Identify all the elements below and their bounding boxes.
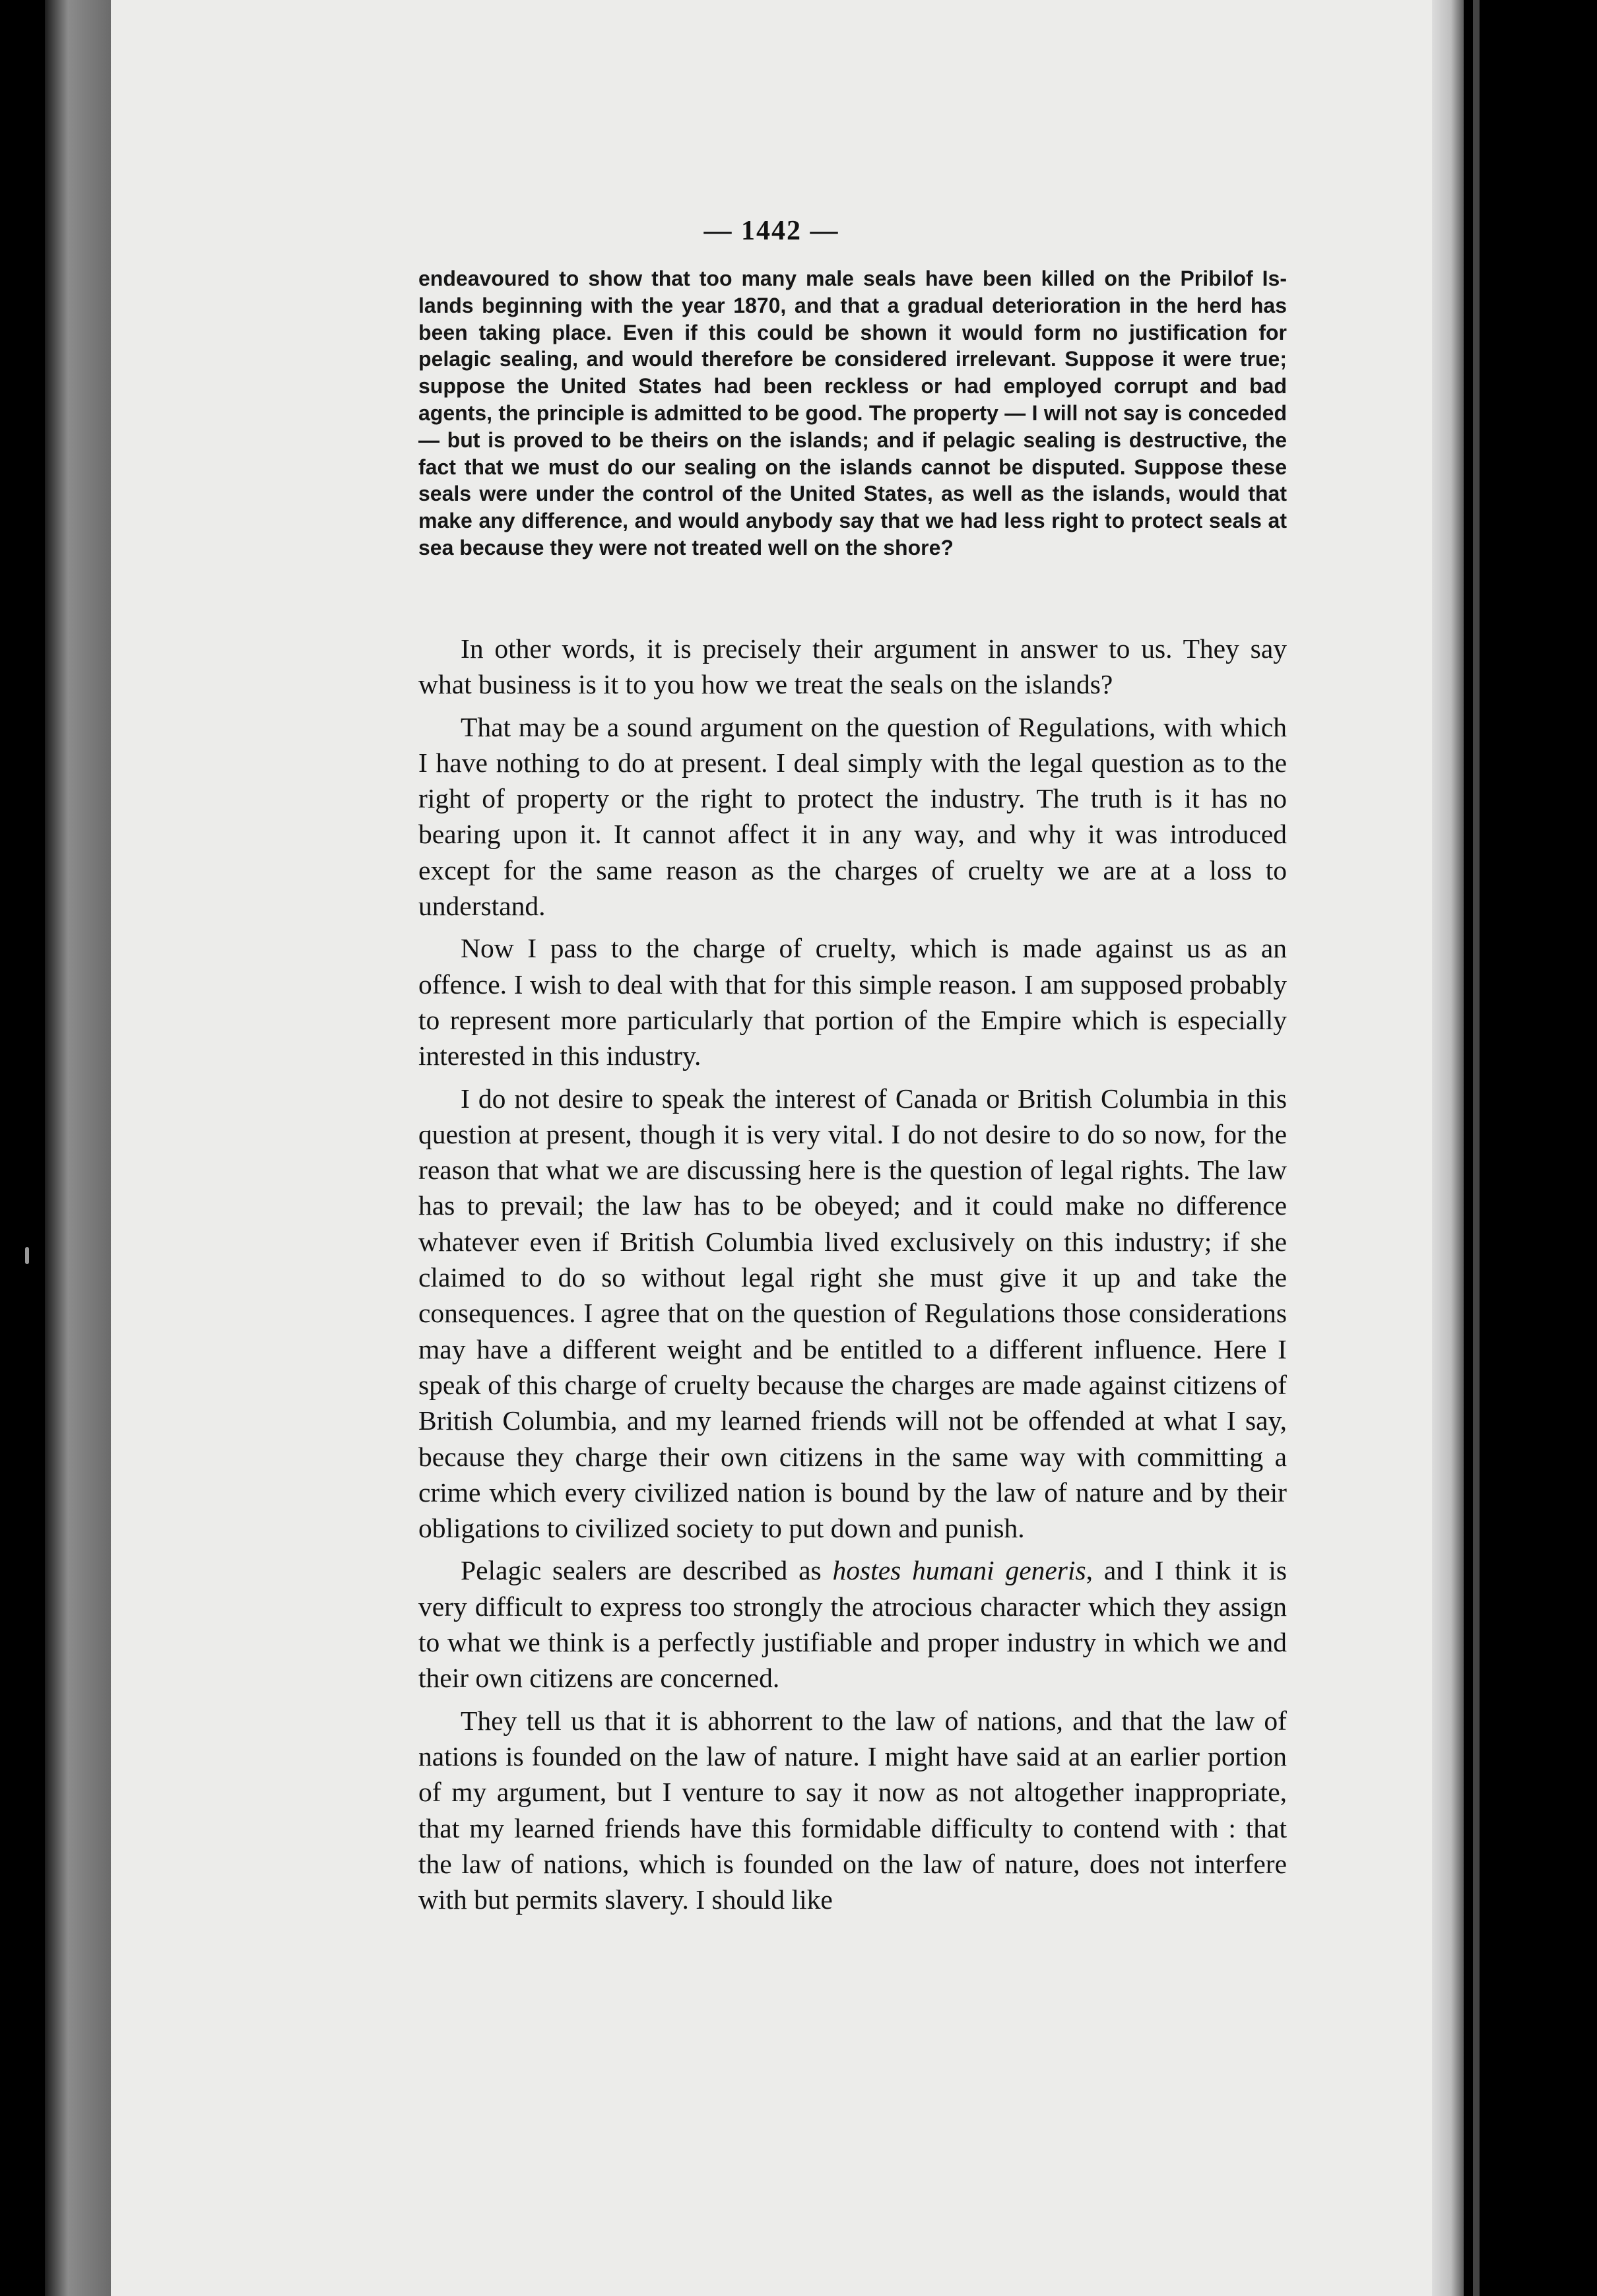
paragraph-2: That may be a sound argument on the question of Regulations, with which I have nothing to do at present. I deal simply with the legal question as to the right of property or the right to protect the industry. The truth is it has no bearing upon it. It cannot affect it in any way, and why it was introduced except for the same reason as the charges of cruelty we are at a loss to understand. [418, 711, 1287, 922]
quote-paragraph: endeavoured to show that too many male seals have been killed on the Pribilof Islands beginning with the year 1870, and that a gradual deterioration in the herd has been taking place. Even if this could be shown it would form no justification for pelagic sealing, and would therefore be considered irrelevant. Suppose it were true; suppose the United States had been reckless or had employed corrupt and bad agents, the principle is admitted to be good. The property — I will not say is conceded — but is proved to be theirs on the islands; and if pelagic sealing is destructive, the fact that we must do our sealing on the islands cannot be disputed. Suppose these seals were under the control of the United States, as well as the islands, would that make any difference, and would anybody say that we had less right to protect seals at sea because they were not treated well on the shore? [418, 267, 1287, 559]
scan-margin-mark [25, 1247, 29, 1264]
paragraph-1: In other words, it is precisely their argument in answer to us. They say what business is it to you how we treat the seals on the islands? [418, 633, 1287, 700]
scan-left-margin [45, 0, 111, 2296]
paragraph-5-end: , and I think it is very difficult to express too strongly the atrocious character which they assign to what we think is a perfectly justifiable and proper industry in which we and their own citizens are concerned. [418, 1555, 1287, 1694]
paragraph-5 [418, 1552, 1287, 1696]
latin-phrase: hostes humani generis [832, 1555, 1086, 1586]
paragraph-6: They tell us that it is abhorrent to the law of nations, and that the law of nations is founded on the law of nature. I might have said at an earlier portion of my argument, but I venture to say it now as not altogether inappropriate, that my learned friends have this formidable difficulty to contend with : that the law of nations, which is founded on the law of nature, does not interfere with but permits slavery. I should like [418, 1705, 1287, 1915]
page-edge [1432, 0, 1464, 2296]
body-text [418, 631, 1287, 1924]
paragraph-5-start: Pelagic sealers are described as [461, 1555, 833, 1586]
page-number: — 1442 — [703, 216, 839, 246]
paragraph-3: Now I pass to the charge of cruelty, which is made against us as an offence. I wish to deal with that for this simple reason. I am supposed probably to represent more particularly that portion of the Empire which is especially interested in this industry. [418, 933, 1287, 1071]
quoted-passage [418, 265, 1287, 561]
scan-right-strip [1473, 0, 1480, 2296]
paragraph-4: I do not desire to speak the interest of Canada or British Columbia in this question at present, though it is very vital. I do not desire to do so now, for the reason that what we are discussing here is the question of legal rights. The law has to prevail; the law has to be obeyed; and it could make no difference whatever even if British Columbia lived exclusively on this industry; if she claimed to do so without legal right she must give it up and take the consequences. I agree that on the question of Regulations those considerations may have a different weight and be entitled to a different influence. Here I speak of this charge of cruelty because the charges are made against citizens of British Columbia, and my learned friends will not be offended at what I say, because they charge their own citizens in the same way with committing a crime which every civilized nation is bound by the law of nature and by their obligations to civilized society to put down and punish. [418, 1083, 1287, 1544]
